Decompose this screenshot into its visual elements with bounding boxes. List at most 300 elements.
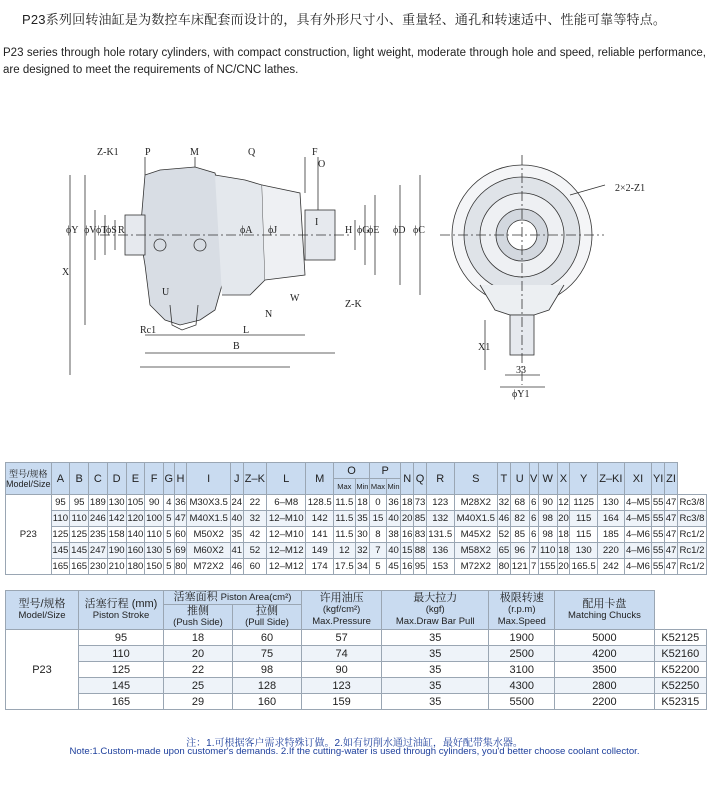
label-phij: ϕJ bbox=[268, 225, 278, 236]
dim-cell: 8 bbox=[370, 527, 387, 543]
perf-speed-unit: (r.p.m) bbox=[508, 604, 536, 615]
dim-col-p: P bbox=[370, 463, 401, 479]
dim-cell: Rc1/2 bbox=[677, 559, 706, 575]
dim-cell: 47 bbox=[665, 543, 678, 559]
perf-cell: 90 bbox=[302, 662, 382, 678]
dim-cell: 69 bbox=[174, 543, 187, 559]
perf-pressure-en: Max.Pressure bbox=[312, 616, 371, 627]
label-h: H bbox=[345, 225, 353, 236]
dim-cell: 55 bbox=[652, 511, 665, 527]
dim-col-g: G bbox=[164, 463, 175, 495]
dim-cell: 164 bbox=[597, 511, 624, 527]
dim-col-r: R bbox=[426, 463, 454, 495]
dim-cell: 47 bbox=[665, 495, 678, 511]
dim-cell: 12 bbox=[333, 543, 355, 559]
perf-cell: 145 bbox=[79, 678, 164, 694]
dim-cell: 125 bbox=[51, 527, 70, 543]
dim-cell: 4 bbox=[164, 495, 175, 511]
dim-cell: 5 bbox=[164, 511, 175, 527]
perf-stroke-cn: 活塞行程 (mm) bbox=[84, 598, 158, 610]
dim-cell: 12–M10 bbox=[267, 511, 306, 527]
label-x1: X1 bbox=[478, 342, 491, 353]
dim-cell: Rc1/2 bbox=[677, 543, 706, 559]
dim-cell: 115 bbox=[570, 511, 598, 527]
dim-cell: 5 bbox=[370, 559, 387, 575]
dim-cell: 18 bbox=[401, 495, 414, 511]
dim-cell: 96 bbox=[510, 543, 529, 559]
dim-cell: M28X2 bbox=[454, 495, 497, 511]
dim-cell: 149 bbox=[306, 543, 334, 559]
dim-cell: 165 bbox=[51, 559, 70, 575]
dim-model-cn: 型号/规格 bbox=[9, 468, 48, 479]
dim-cell: 22 bbox=[243, 495, 266, 511]
dim-col-i: I bbox=[187, 463, 230, 495]
dim-cell: 185 bbox=[597, 527, 624, 543]
perf-cell: 4300 bbox=[489, 678, 555, 694]
dim-col-x: X bbox=[557, 463, 570, 495]
dim-cell: 20 bbox=[401, 511, 414, 527]
perf-cell: K52250 bbox=[654, 678, 706, 694]
perf-pull-header bbox=[233, 605, 302, 630]
dim-cell: 40 bbox=[386, 511, 400, 527]
dim-cell: 35 bbox=[230, 527, 243, 543]
dim-cell: 132 bbox=[426, 511, 454, 527]
dim-cell: 85 bbox=[414, 511, 427, 527]
dim-col-h: H bbox=[174, 463, 187, 495]
perf-row bbox=[6, 662, 707, 678]
dim-cell: 145 bbox=[51, 543, 70, 559]
perf-speed-en: Max.Speed bbox=[497, 616, 546, 627]
dim-cell: 123 bbox=[426, 495, 454, 511]
label-phis: ϕS bbox=[106, 225, 117, 236]
dim-cell: 35 bbox=[355, 511, 369, 527]
dim-cell: 130 bbox=[570, 543, 598, 559]
dim-cell: 153 bbox=[426, 559, 454, 575]
perf-header-row bbox=[6, 591, 707, 605]
dim-col-s: S bbox=[454, 463, 497, 495]
perf-push-en: (Push Side) bbox=[173, 617, 223, 628]
perf-table-body bbox=[6, 630, 707, 710]
dim-cell: 174 bbox=[306, 559, 334, 575]
dim-cell: 38 bbox=[386, 527, 400, 543]
label-r: R bbox=[118, 225, 125, 236]
dim-cell: 46 bbox=[230, 559, 243, 575]
dim-col-q: Q bbox=[414, 463, 427, 495]
dim-model-header bbox=[6, 463, 52, 495]
dim-col-b: B bbox=[70, 463, 89, 495]
perf-cell: 5000 bbox=[555, 630, 654, 646]
perf-row bbox=[6, 646, 707, 662]
perf-cell: 4200 bbox=[555, 646, 654, 662]
dim-cell: 12–M10 bbox=[267, 527, 306, 543]
perf-cell: 35 bbox=[382, 678, 489, 694]
dim-cell: 246 bbox=[89, 511, 108, 527]
dim-cell: 55 bbox=[652, 527, 665, 543]
label-phig: ϕG bbox=[357, 225, 370, 236]
dim-cell: M72X2 bbox=[187, 559, 230, 575]
dim-cell: 4–M6 bbox=[624, 527, 652, 543]
label-phic: ϕC bbox=[413, 225, 425, 236]
dim-cell: 235 bbox=[89, 527, 108, 543]
dim-cell: 90 bbox=[538, 495, 557, 511]
label-phie: ϕE bbox=[368, 225, 380, 236]
perf-row bbox=[6, 630, 707, 646]
dim-cell: 83 bbox=[414, 527, 427, 543]
note-chinese: 注：1.可根据客户需求特殊订做。2.如有切削水通过油缸，最好配带集水器。 bbox=[186, 738, 523, 749]
perf-area-header bbox=[164, 591, 302, 605]
dim-o-min: Min bbox=[355, 479, 369, 495]
label-33: 33 bbox=[516, 365, 526, 376]
dim-p-min: Min bbox=[386, 479, 400, 495]
dim-cell: 55 bbox=[652, 559, 665, 575]
perf-pressure-header bbox=[302, 591, 382, 630]
dim-cell: 7 bbox=[370, 543, 387, 559]
perf-pull-cn: 拉侧 bbox=[256, 605, 278, 617]
dim-cell: 6–M8 bbox=[267, 495, 306, 511]
dim-col-u: U bbox=[510, 463, 529, 495]
perf-speed-header bbox=[489, 591, 555, 630]
dim-cell: 12–M12 bbox=[267, 559, 306, 575]
perf-pressure-unit: (kgf/cm²) bbox=[322, 604, 361, 615]
dim-cell: 6 bbox=[529, 527, 538, 543]
dim-cell: 18 bbox=[355, 495, 369, 511]
dim-col-y: Y bbox=[570, 463, 598, 495]
dim-col-zki: Z–KI bbox=[597, 463, 624, 495]
perf-row bbox=[6, 678, 707, 694]
perf-cell: 98 bbox=[233, 662, 302, 678]
dim-cell: 80 bbox=[497, 559, 510, 575]
perf-stroke-en: Piston Stroke bbox=[92, 610, 150, 621]
dim-cell: 1125 bbox=[570, 495, 598, 511]
dim-cell: 6 bbox=[529, 495, 538, 511]
label-n: N bbox=[265, 309, 273, 320]
dim-cell: 142 bbox=[107, 511, 126, 527]
perf-cell: 18 bbox=[164, 630, 233, 646]
label-p: P bbox=[145, 147, 151, 158]
dim-cell: 40 bbox=[230, 511, 243, 527]
dim-cell: 36 bbox=[386, 495, 400, 511]
dim-row bbox=[6, 495, 707, 511]
perf-cell: 57 bbox=[302, 630, 382, 646]
label-phiy: ϕY bbox=[66, 225, 79, 236]
dim-cell: 110 bbox=[70, 511, 89, 527]
dim-cell: 11.5 bbox=[333, 527, 355, 543]
label-q: Q bbox=[248, 147, 256, 158]
dim-cell: 190 bbox=[107, 543, 126, 559]
dim-cell: 34 bbox=[355, 559, 369, 575]
dim-col-zk: Z–K bbox=[243, 463, 266, 495]
dim-cell: 16 bbox=[401, 527, 414, 543]
perf-cell: K52315 bbox=[654, 694, 706, 710]
dim-cell: 105 bbox=[126, 495, 145, 511]
dim-col-j: J bbox=[230, 463, 243, 495]
dim-cell: 60 bbox=[174, 527, 187, 543]
dim-cell: 82 bbox=[510, 511, 529, 527]
dim-cell: 65 bbox=[497, 543, 510, 559]
performance-table bbox=[5, 590, 707, 710]
dim-cell: 95 bbox=[414, 559, 427, 575]
label-o: O bbox=[318, 159, 326, 170]
dim-cell: 165.5 bbox=[570, 559, 598, 575]
dim-cell: M40X1.5 bbox=[187, 511, 230, 527]
dim-cell: 4–M6 bbox=[624, 543, 652, 559]
perf-cell: 110 bbox=[79, 646, 164, 662]
label-u: U bbox=[162, 287, 170, 298]
dim-col-zi: ZI bbox=[665, 463, 678, 495]
perf-stroke-header bbox=[79, 591, 164, 630]
dim-cell: 128.5 bbox=[306, 495, 334, 511]
perf-cell: 3100 bbox=[489, 662, 555, 678]
perf-force-cn: 最大拉力 bbox=[413, 592, 458, 604]
perf-cell: 2500 bbox=[489, 646, 555, 662]
dim-cell: 189 bbox=[89, 495, 108, 511]
dim-cell: 160 bbox=[126, 543, 145, 559]
perf-push-header bbox=[164, 605, 233, 630]
dim-header-row bbox=[6, 463, 707, 479]
dim-col-e: E bbox=[126, 463, 145, 495]
dim-cell: 131.5 bbox=[426, 527, 454, 543]
dim-cell: 73 bbox=[414, 495, 427, 511]
dim-cell: 130 bbox=[107, 495, 126, 511]
dim-cell: 142 bbox=[306, 511, 334, 527]
dim-cell: 4–M5 bbox=[624, 495, 652, 511]
perf-pressure-cn: 许用油压 bbox=[319, 592, 364, 604]
dim-cell: 98 bbox=[538, 527, 557, 543]
dim-col-m: M bbox=[306, 463, 334, 495]
perf-model-cell: P23 bbox=[6, 630, 79, 710]
dim-model-cell: P23 bbox=[6, 495, 52, 575]
dim-cell: 242 bbox=[597, 559, 624, 575]
dim-cell: 7 bbox=[529, 559, 538, 575]
perf-chuck-header bbox=[555, 591, 654, 630]
dim-cell: 0 bbox=[370, 495, 387, 511]
perf-cell: 20 bbox=[164, 646, 233, 662]
perf-cell: 3500 bbox=[555, 662, 654, 678]
dim-cell: M30X3.5 bbox=[187, 495, 230, 511]
dim-cell: 115 bbox=[570, 527, 598, 543]
dim-cell: 52 bbox=[497, 527, 510, 543]
dim-cell: 30 bbox=[355, 527, 369, 543]
dim-cell: 42 bbox=[243, 527, 266, 543]
dim-cell: 4–M5 bbox=[624, 511, 652, 527]
dim-col-l: L bbox=[267, 463, 306, 495]
label-phia: ϕA bbox=[240, 225, 253, 236]
dim-cell: 47 bbox=[665, 527, 678, 543]
dim-col-xi: XI bbox=[624, 463, 652, 495]
dim-col-d: D bbox=[107, 463, 126, 495]
perf-cell: 35 bbox=[382, 694, 489, 710]
perf-cell: 22 bbox=[164, 662, 233, 678]
intro-chinese: P23系列回转油缸是为数控车床配套而设计的，具有外形尺寸小、重量轻、通孔和转速适中、性能可靠等特点。 bbox=[22, 12, 667, 27]
dim-cell: 15 bbox=[401, 543, 414, 559]
dim-cell: 120 bbox=[126, 511, 145, 527]
dim-cell: M58X2 bbox=[454, 543, 497, 559]
label-zk1: Z-K1 bbox=[97, 147, 119, 158]
perf-cell: K52160 bbox=[654, 646, 706, 662]
dim-cell: 68 bbox=[510, 495, 529, 511]
dim-cell: 12 bbox=[557, 495, 570, 511]
dim-cell: 145 bbox=[70, 543, 89, 559]
label-z1: 2×2-Z1 bbox=[615, 183, 646, 194]
dimension-table bbox=[5, 462, 707, 575]
dim-cell: 16 bbox=[401, 559, 414, 575]
dim-cell: 5 bbox=[164, 543, 175, 559]
dim-col-t: T bbox=[497, 463, 510, 495]
dim-cell: 20 bbox=[557, 559, 570, 575]
dim-cell: 100 bbox=[145, 511, 164, 527]
perf-push-cn: 推侧 bbox=[187, 605, 209, 617]
dim-cell: 32 bbox=[355, 543, 369, 559]
dim-cell: M72X2 bbox=[454, 559, 497, 575]
perf-cell: 74 bbox=[302, 646, 382, 662]
dim-cell: 130 bbox=[145, 543, 164, 559]
perf-area-en: Piston Area(cm²) bbox=[220, 592, 292, 603]
technical-drawing bbox=[0, 135, 709, 445]
dim-model-en: Model/Size bbox=[6, 478, 51, 489]
dim-cell: 55 bbox=[652, 495, 665, 511]
dim-col-w: W bbox=[538, 463, 557, 495]
perf-force-en: Max.Draw Bar Pull bbox=[395, 616, 475, 627]
note-english: Note:1.Custom-made upon customer's demands. 2.If the cutting-water is used through cylinders, you'd better choose coolant collector. bbox=[69, 746, 640, 757]
perf-model-cn: 型号/规格 bbox=[18, 598, 66, 610]
dim-cell: 5 bbox=[164, 527, 175, 543]
perf-cell: 29 bbox=[164, 694, 233, 710]
perf-cell: 165 bbox=[79, 694, 164, 710]
dim-o-max: Max bbox=[333, 479, 355, 495]
perf-cell: 35 bbox=[382, 662, 489, 678]
dim-cell: 11.5 bbox=[333, 511, 355, 527]
dim-cell: 158 bbox=[107, 527, 126, 543]
dim-col-f: F bbox=[145, 463, 164, 495]
dim-cell: Rc3/8 bbox=[677, 511, 706, 527]
dim-row bbox=[6, 559, 707, 575]
perf-cell: 2800 bbox=[555, 678, 654, 694]
perf-cell: 60 bbox=[233, 630, 302, 646]
perf-chuck-en: Matching Chucks bbox=[568, 610, 641, 621]
perf-cell: 123 bbox=[302, 678, 382, 694]
dim-cell: 47 bbox=[174, 511, 187, 527]
dim-cell: 136 bbox=[426, 543, 454, 559]
dim-cell: Rc3/8 bbox=[677, 495, 706, 511]
dim-col-yi: YI bbox=[652, 463, 665, 495]
dim-cell: 17.5 bbox=[333, 559, 355, 575]
dim-cell: 41 bbox=[230, 543, 243, 559]
perf-force-unit: (kgf) bbox=[425, 604, 445, 615]
dim-cell: 95 bbox=[51, 495, 70, 511]
dim-cell: 125 bbox=[70, 527, 89, 543]
dim-cell: 15 bbox=[370, 511, 387, 527]
perf-cell: 160 bbox=[233, 694, 302, 710]
dim-cell: 95 bbox=[70, 495, 89, 511]
dim-cell: 110 bbox=[538, 543, 557, 559]
dim-cell: Rc1/2 bbox=[677, 527, 706, 543]
dim-cell: 11.5 bbox=[333, 495, 355, 511]
dim-cell: 18 bbox=[557, 527, 570, 543]
dim-cell: 155 bbox=[538, 559, 557, 575]
perf-cell: 25 bbox=[164, 678, 233, 694]
label-i: I bbox=[315, 217, 319, 228]
perf-cell: K52125 bbox=[654, 630, 706, 646]
dim-cell: 88 bbox=[414, 543, 427, 559]
dim-p-max: Max bbox=[370, 479, 387, 495]
cylinder-drawing-svg bbox=[0, 135, 709, 445]
dim-cell: 45 bbox=[386, 559, 400, 575]
dim-col-o: O bbox=[333, 463, 369, 479]
dim-cell: 60 bbox=[243, 559, 266, 575]
perf-force-header bbox=[382, 591, 489, 630]
label-b: B bbox=[233, 341, 240, 352]
dim-cell: 4–M6 bbox=[624, 559, 652, 575]
dim-cell: 121 bbox=[510, 559, 529, 575]
dim-col-n: N bbox=[401, 463, 414, 495]
perf-row bbox=[6, 694, 707, 710]
label-f: F bbox=[312, 147, 318, 158]
perf-model-header bbox=[6, 591, 79, 630]
dim-cell: M45X2 bbox=[454, 527, 497, 543]
dim-cell: 36 bbox=[174, 495, 187, 511]
dim-table-body bbox=[6, 495, 707, 575]
dim-cell: 52 bbox=[243, 543, 266, 559]
dim-cell: 140 bbox=[126, 527, 145, 543]
dim-cell: 180 bbox=[126, 559, 145, 575]
dim-cell: M50X2 bbox=[187, 527, 230, 543]
perf-cell: 35 bbox=[382, 630, 489, 646]
dim-cell: 110 bbox=[51, 511, 70, 527]
dim-cell: 98 bbox=[538, 511, 557, 527]
dim-cell: 46 bbox=[497, 511, 510, 527]
perf-cell: 2200 bbox=[555, 694, 654, 710]
dim-cell: 110 bbox=[145, 527, 164, 543]
perf-cell: 159 bbox=[302, 694, 382, 710]
intro-english: P23 series through hole rotary cylinders, with compact construction, light weight, moderate through hole and speed, reliable performance, are designed to meet the requirements of NC/CNC lathes. bbox=[3, 47, 706, 76]
dim-cell: 47 bbox=[665, 559, 678, 575]
dim-cell: M60X2 bbox=[187, 543, 230, 559]
dim-cell: 32 bbox=[497, 495, 510, 511]
perf-cell: 5500 bbox=[489, 694, 555, 710]
label-phit: ϕT bbox=[96, 225, 108, 236]
perf-cell: 95 bbox=[79, 630, 164, 646]
dim-cell: 85 bbox=[510, 527, 529, 543]
dim-cell: 165 bbox=[70, 559, 89, 575]
label-rc1: Rc1 bbox=[140, 325, 157, 336]
perf-model-en: Model/Size bbox=[18, 610, 66, 621]
dim-col-a: A bbox=[51, 463, 70, 495]
dim-cell: 220 bbox=[597, 543, 624, 559]
dim-cell: 141 bbox=[306, 527, 334, 543]
perf-area-cn: 活塞面积 bbox=[173, 591, 218, 603]
perf-cell: K52200 bbox=[654, 662, 706, 678]
perf-cell: 128 bbox=[233, 678, 302, 694]
dim-cell: 150 bbox=[145, 559, 164, 575]
label-l: L bbox=[243, 325, 250, 336]
dim-cell: 230 bbox=[89, 559, 108, 575]
perf-speed-cn: 极限转速 bbox=[499, 592, 544, 604]
dim-cell: 32 bbox=[243, 511, 266, 527]
dim-cell: 7 bbox=[529, 543, 538, 559]
dim-cell: 247 bbox=[89, 543, 108, 559]
label-x: X bbox=[62, 267, 70, 278]
dim-cell: 20 bbox=[557, 511, 570, 527]
dim-cell: 47 bbox=[665, 511, 678, 527]
dim-cell: 18 bbox=[557, 543, 570, 559]
dim-cell: 55 bbox=[652, 543, 665, 559]
perf-cell: 35 bbox=[382, 646, 489, 662]
perf-cell: 1900 bbox=[489, 630, 555, 646]
perf-cell: 75 bbox=[233, 646, 302, 662]
perf-pull-en: (Pull Side) bbox=[245, 617, 289, 628]
dim-col-v: V bbox=[529, 463, 538, 495]
label-phiv: ϕV bbox=[84, 225, 97, 236]
